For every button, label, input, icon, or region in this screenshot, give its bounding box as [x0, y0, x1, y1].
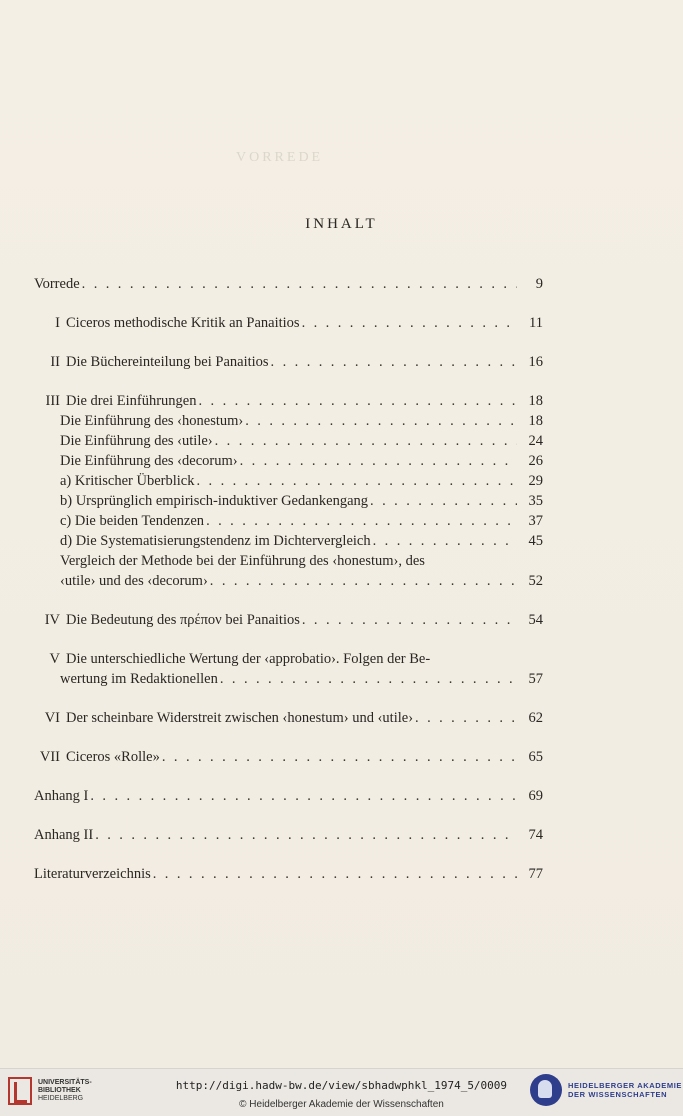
toc-entry-vergleich-line2[interactable]: [34, 571, 543, 591]
toc-chapter-number: VI: [44, 710, 60, 726]
toc-label: Die Einführung des ‹utile›: [60, 433, 213, 449]
toc-label: d) Die Systematisierungstendenz im Dichtervergleich: [60, 533, 371, 549]
toc-entry-ueberblick[interactable]: [34, 471, 543, 491]
toc-entry-tendenzen[interactable]: [34, 511, 543, 531]
toc-entry-chapter-1[interactable]: [34, 313, 543, 333]
toc-leader: [373, 531, 517, 551]
toc-chapter-number: VII: [39, 749, 60, 765]
toc-label: c) Die beiden Tendenzen: [60, 513, 205, 529]
toc-label: a) Kritischer Überblick: [60, 473, 195, 489]
toc-page-number: 74: [528, 827, 543, 843]
toc-page-number: 52: [528, 573, 543, 589]
toc-entry-decorum[interactable]: [34, 451, 543, 471]
toc-entry-chapter-5-line1[interactable]: [34, 649, 543, 669]
toc-page-number: 35: [528, 493, 543, 509]
toc-leader: [153, 864, 517, 884]
toc-page-number: 54: [528, 612, 543, 628]
toc-page-number: 62: [528, 710, 543, 726]
toc-label: Die Büchereinteilung bei Panaitios: [66, 354, 269, 370]
toc-label: Der scheinbare Widerstreit zwischen ‹honestum› und ‹utile›: [66, 710, 414, 726]
ub-line-2: BIBLIOTHEK: [38, 1087, 81, 1094]
toc-entry-vergleich-line1[interactable]: [34, 551, 543, 571]
toc-page-number: 57: [528, 671, 543, 687]
toc-leader: [220, 669, 517, 689]
toc-leader: [302, 610, 517, 630]
academy-line-1: HEIDELBERGER AKADEMIE: [568, 1081, 682, 1090]
toc-entry-chapter-7[interactable]: [34, 747, 543, 767]
toc-label: Die Einführung des ‹decorum›: [60, 453, 238, 469]
table-of-contents: [34, 274, 543, 884]
toc-page-number: 77: [528, 866, 543, 882]
toc-entry-chapter-5-line2[interactable]: [34, 669, 543, 689]
toc-leader: [95, 825, 517, 845]
copyright-notice: © Heidelberger Akademie der Wissenschaften: [239, 1099, 444, 1110]
toc-leader: [206, 511, 517, 531]
academy-line-2: DER WISSENSCHAFTEN: [568, 1090, 668, 1099]
academy-seal-icon[interactable]: [530, 1074, 562, 1106]
toc-entry-chapter-2[interactable]: [34, 352, 543, 372]
toc-label: ‹utile› und des ‹decorum›: [60, 573, 208, 589]
toc-page-number: 69: [528, 788, 543, 804]
toc-label: Vorrede: [34, 276, 80, 292]
toc-entry-dichtervergleich[interactable]: [34, 531, 543, 551]
toc-entry-chapter-6[interactable]: [34, 708, 543, 728]
toc-page-number: 9: [535, 276, 543, 292]
viewer-footer: [0, 1068, 683, 1116]
toc-leader: [162, 747, 517, 767]
toc-entry-honestum[interactable]: [34, 411, 543, 431]
academy-name[interactable]: [568, 1081, 682, 1099]
toc-entry-anhang-1[interactable]: [34, 786, 543, 806]
bleed-through-heading: VORREDE: [236, 150, 324, 165]
toc-chapter-number: III: [45, 393, 60, 409]
toc-chapter-number: I: [55, 315, 60, 331]
toc-page-number: 11: [529, 315, 543, 331]
toc-label: Vergleich der Methode bei der Einführung des ‹honestum›, des: [60, 553, 425, 569]
toc-label: Literaturverzeichnis: [34, 866, 151, 882]
toc-leader: [82, 274, 517, 294]
toc-page-number: 45: [528, 533, 543, 549]
toc-leader: [196, 471, 517, 491]
toc-entry-literatur[interactable]: [34, 864, 543, 884]
toc-leader: [370, 491, 517, 511]
toc-label: Ciceros methodische Kritik an Panaitios: [66, 315, 300, 331]
toc-label: Die unterschiedliche Wertung der ‹approbatio›. Folgen der Be-: [66, 651, 431, 667]
toc-page-number: 29: [528, 473, 543, 489]
toc-page-number: 37: [528, 513, 543, 529]
toc-leader: [90, 786, 517, 806]
toc-label: Anhang II: [34, 827, 94, 843]
toc-page-number: 18: [528, 413, 543, 429]
toc-leader: [245, 411, 517, 431]
toc-chapter-number: V: [49, 651, 60, 667]
toc-label: Anhang I: [34, 788, 89, 804]
toc-leader: [271, 352, 517, 372]
toc-chapter-number: II: [50, 354, 60, 370]
toc-label: Die Einführung des ‹honestum›: [60, 413, 244, 429]
toc-page-number: 18: [528, 393, 543, 409]
toc-page-number: 24: [528, 433, 543, 449]
page-title: INHALT: [305, 216, 378, 232]
toc-label: Die drei Einführungen: [66, 393, 197, 409]
toc-page-number: 65: [528, 749, 543, 765]
toc-entry-chapter-4[interactable]: [34, 610, 543, 630]
toc-leader: [302, 313, 517, 333]
toc-leader: [198, 391, 517, 411]
permalink-url[interactable]: http://digi.hadw-bw.de/view/sbhadwphkl_1974_5/0009: [175, 1079, 508, 1092]
toc-page-number: 16: [528, 354, 543, 370]
toc-leader: [240, 451, 517, 471]
toc-label: Ciceros «Rolle»: [66, 749, 160, 765]
toc-leader: [415, 708, 517, 728]
toc-leader: [215, 431, 517, 451]
ub-line-3: HEIDELBERG: [38, 1095, 84, 1102]
toc-entry-anhang-2[interactable]: [34, 825, 543, 845]
toc-label: b) Ursprünglich empirisch-induktiver Gedankengang: [60, 493, 369, 509]
toc-entry-gedankengang[interactable]: [34, 491, 543, 511]
toc-label: Die Bedeutung des πρέπον bei Panaitios: [66, 612, 300, 628]
toc-label: wertung im Redaktionellen: [60, 671, 218, 687]
toc-chapter-number: IV: [44, 612, 60, 628]
toc-page-number: 26: [528, 453, 543, 469]
toc-entry-utile[interactable]: [34, 431, 543, 451]
toc-entry-chapter-3[interactable]: [34, 391, 543, 411]
ub-line-1: UNIVERSITÄTS-: [38, 1079, 92, 1086]
toc-entry-vorrede[interactable]: [34, 274, 543, 294]
toc-leader: [210, 571, 517, 591]
